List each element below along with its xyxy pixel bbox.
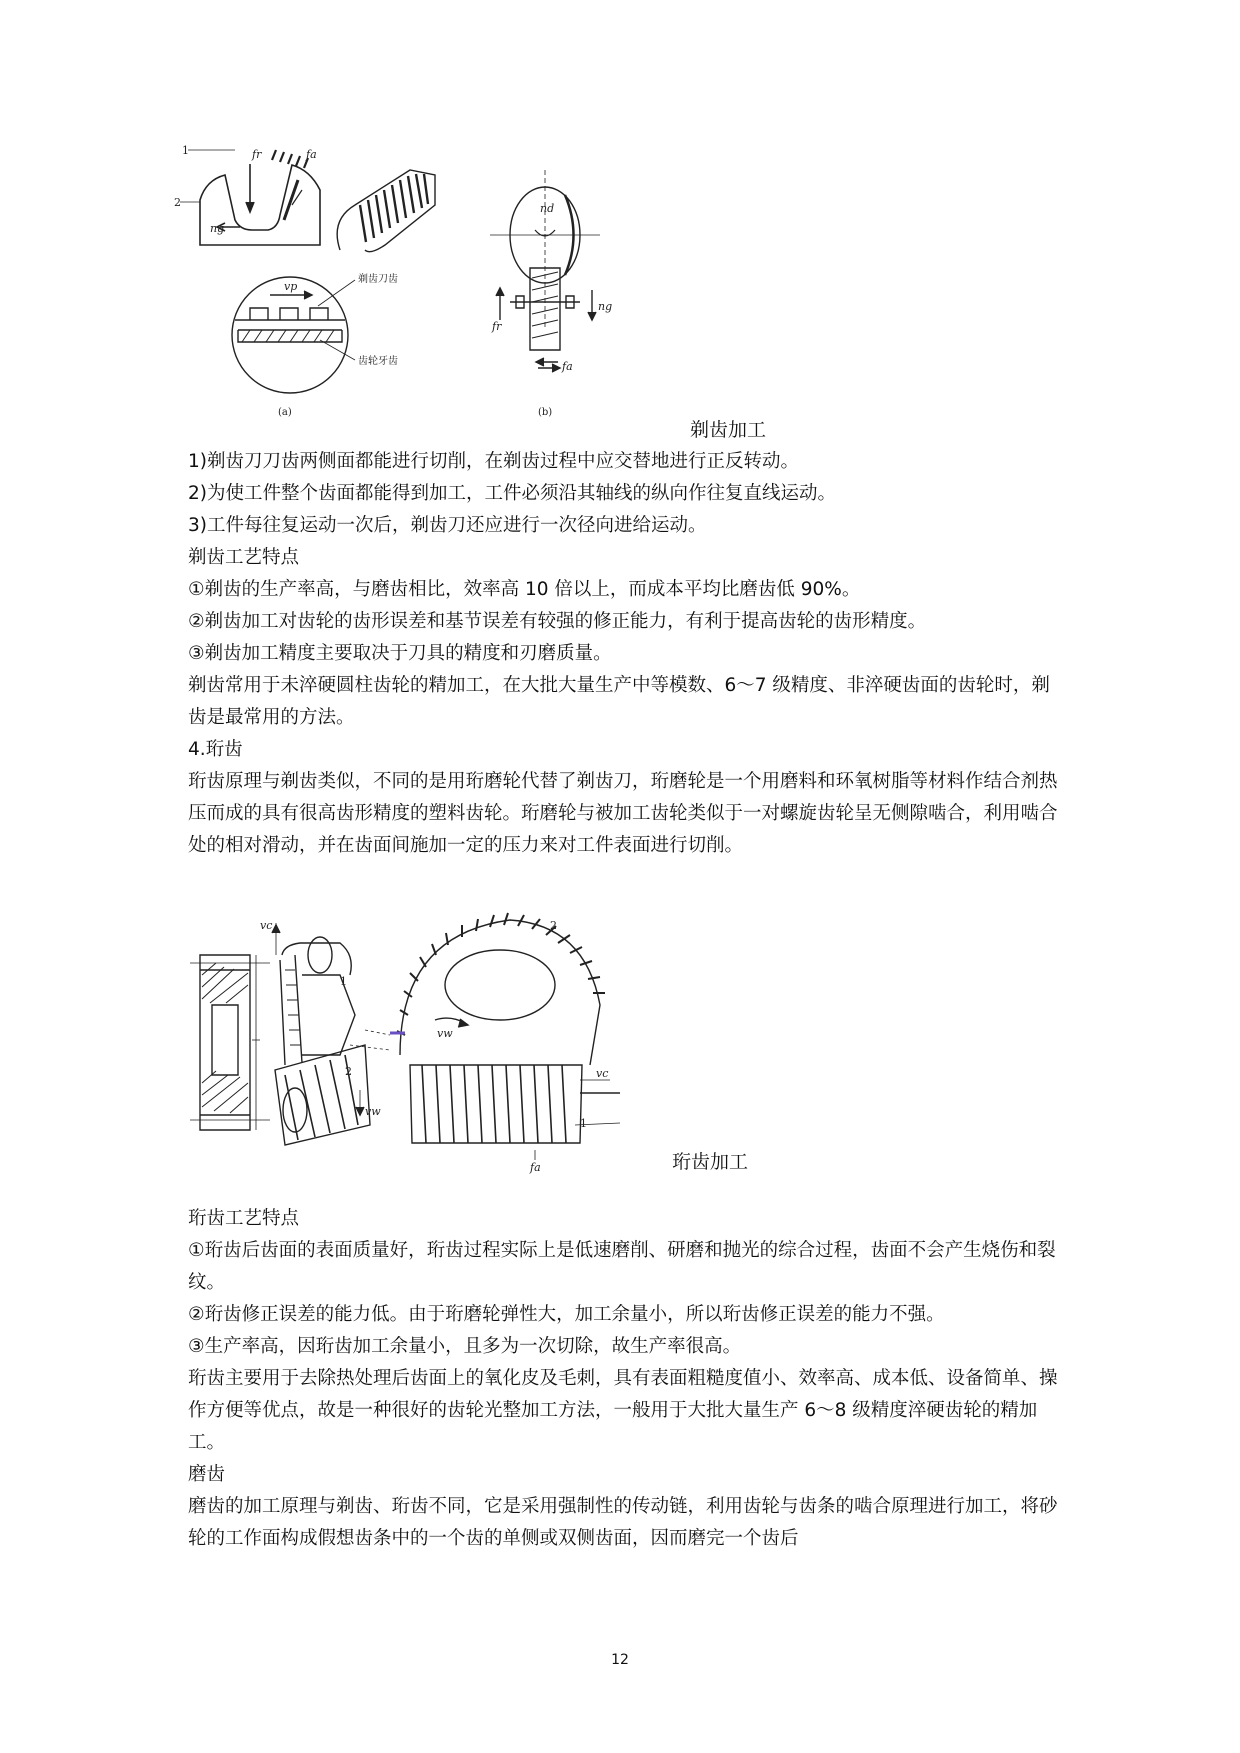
serrated-cutter-tooth	[337, 170, 435, 252]
section-heading: 4.珩齿	[188, 739, 243, 760]
paragraph: 磨齿的加工原理与剃齿、珩齿不同，它是采用强制性的传动链，利用齿轮与齿条的啮合原理进行加工，将砂轮的工作面构成假想齿条中的一个齿的单侧或双侧齿面，因而磨完一个齿后	[188, 1496, 1058, 1549]
paragraph: ②剃齿加工对齿轮的齿形误差和基节误差有较强的修正能力，有利于提高齿轮的齿形精度。	[188, 611, 927, 632]
shaving-figure	[174, 144, 660, 440]
paragraph: ①剃齿的生产率高，与磨齿相比，效率高 10 倍以上，而成本平均比磨齿低 90%。	[188, 579, 861, 600]
text-block-shaving	[188, 446, 1058, 862]
section-heading: 剃齿工艺特点	[188, 547, 300, 568]
label-ng: ng	[210, 222, 225, 235]
paragraph: ③剃齿加工精度主要取决于刀具的精度和刃磨质量。	[188, 643, 612, 664]
paragraph: ③生产率高，因珩齿加工余量小，且多为一次切除，故生产率很高。	[188, 1336, 742, 1357]
label-ng-b: ng	[598, 300, 613, 313]
label-fa-right: fa	[530, 1161, 541, 1174]
label-vw-right: vw	[437, 1027, 453, 1040]
paragraph: ②珩齿修正误差的能力低。由于珩磨轮弹性大，加工余量小，所以珩齿修正误差的能力不强。	[188, 1304, 945, 1325]
paragraph: 珩齿原理与剃齿类似，不同的是用珩磨轮代替了剃齿刀，珩磨轮是一个用磨料和环氧树脂等材料作结合剂热压而成的具有很高齿形精度的塑料齿轮。珩磨轮与被加工齿轮类似于一对螺旋齿轮呈无侧隙啮合，利用啮合处的相对滑动，并在齿面间施加一定的压力来对工件表面进行切削。	[188, 771, 1058, 856]
honing-figure	[190, 915, 690, 1175]
paragraph: 1)剃齿刀刀齿两侧面都能进行切削，在剃齿过程中应交替地进行正反转动。	[188, 451, 799, 472]
label-a: (a)	[278, 407, 292, 418]
honing-caption: 珩齿加工	[672, 1151, 749, 1173]
shaving-caption: 剃齿加工	[690, 419, 767, 441]
label-vc: vc	[260, 919, 273, 932]
page-number: 12	[611, 1652, 629, 1668]
label-2-right: 2	[550, 919, 557, 932]
label-vp: vp	[284, 280, 298, 293]
section-heading: 珩齿工艺特点	[188, 1208, 300, 1229]
shaving-tooth-section	[180, 150, 320, 245]
label-tool-tooth: 剃齿刀齿	[358, 274, 398, 285]
paragraph: ①珩齿后齿面的表面质量好，珩齿过程实际上是低速磨削、研磨和抛光的综合过程，齿面不会产生烧伤和裂纹。	[188, 1240, 1056, 1293]
text-block-honing	[188, 1203, 1058, 1555]
honing-wheel-section	[190, 955, 270, 1130]
label-1-right: 1	[580, 1117, 587, 1130]
paragraph: 2)为使工件整个齿面都能得到加工，工件必须沿其轴线的纵向作往复直线运动。	[188, 483, 836, 504]
shaving-setup-b	[490, 170, 600, 372]
callout-1: 1	[182, 144, 189, 157]
label-fa-b: fa	[562, 360, 573, 373]
tooth-engagement-circle	[232, 277, 355, 393]
label-fr: fr	[252, 148, 262, 161]
honing-diagram	[190, 915, 690, 1175]
paragraph: 3)工件每往复运动一次后，剃齿刀还应进行一次径向进给运动。	[188, 515, 707, 536]
label-gear-tooth: 齿轮牙齿	[358, 356, 398, 367]
label-2: 2	[345, 1065, 352, 1078]
callout-2: 2	[174, 196, 181, 209]
shaving-diagram	[174, 144, 660, 440]
label-nd: nd	[540, 202, 555, 215]
label-fr-b: fr	[492, 320, 502, 333]
paragraph: 剃齿常用于未淬硬圆柱齿轮的精加工，在大批大量生产中等模数、6～7 级精度、非淬硬齿面的齿轮时，剃齿是最常用的方法。	[188, 675, 1050, 728]
label-fa: fa	[306, 148, 317, 161]
paragraph: 珩齿主要用于去除热处理后齿面上的氧化皮及毛刺，具有表面粗糙度值小、效率高、成本低、设备简单、操作方便等优点，故是一种很好的齿轮光整加工方法，一般用于大批大量生产 6～8 级精度淬硬齿轮的精加工。	[188, 1368, 1058, 1453]
label-1: 1	[340, 975, 347, 988]
label-vc-right: vc	[596, 1067, 609, 1080]
section-heading: 磨齿	[188, 1464, 226, 1485]
label-vw: vw	[365, 1105, 381, 1118]
label-b: (b)	[538, 407, 553, 418]
